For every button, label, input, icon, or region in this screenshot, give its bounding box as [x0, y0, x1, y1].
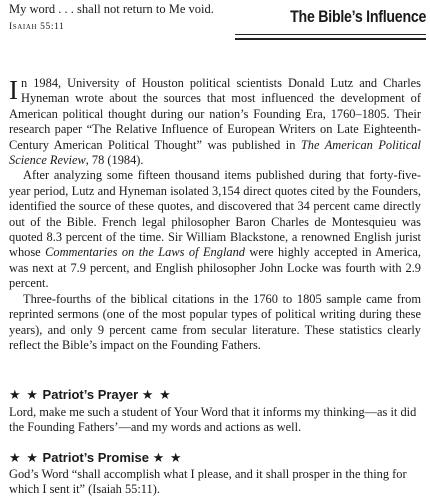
paragraph-1 [9, 76, 421, 168]
dropcap: I [9, 75, 18, 105]
section-title: The Bible’s Influence [290, 8, 426, 26]
journal-title: The American Political Science Review [9, 137, 421, 168]
prayer-heading [9, 387, 172, 403]
prayer-title: Patriot’s Prayer [42, 387, 139, 402]
article-body [9, 76, 421, 353]
paragraph-1-text-b: , 78 (1984). [85, 153, 144, 168]
paragraph-2-text-b: were highly accepted in America, was next at 7.9 percent, and English philosopher John Locke was fourth with 2.9 percent. [9, 245, 422, 291]
epigraph-quote: My word . . . shall not return to Me void. [9, 2, 214, 16]
paragraph-2 [9, 168, 421, 291]
book-title: Commentaries on the Laws of England [45, 245, 245, 260]
paragraph-3: Three-fourths of the biblical citations in the 1760 to 1805 sample came from reprinted sermons (one of the most popular types of political writing during these years), and only 9 percent came from secular literature. These statistics clearly reflect the Bible’s impact on the Founding Fathers. [9, 291, 421, 352]
promise-title: Patriot’s Promise [42, 450, 149, 465]
star-icons: ★ ★ [9, 387, 39, 402]
star-icons: ★ ★ [152, 450, 183, 465]
promise-text: God’s Word “shall accomplish what I please, and it shall prosper in the thing for which I sent it” (Isaiah 55:11). [9, 467, 407, 497]
epigraph-reference: Isaiah 55:11 [9, 22, 65, 32]
title-rule-thin [235, 34, 426, 35]
star-icons: ★ ★ [141, 387, 172, 402]
paragraph-1-text-a: n 1984, University of Houston political scientists Donald Lutz and Charles Hyneman wrote about the sources that most influenced the development of American political thought during our nation’s Founding Era, 1760–1805. Their research paper “The Relative Influence of European Writers on Late Eighteenth-Century American Political Thought” was published in [9, 76, 421, 152]
epigraph [9, 2, 239, 32]
paragraph-2-text-a: After analyzing some fifteen thousand items published during that forty-five-year period, Lutz and Hyneman isolated 3,154 direct quotes cited by the Founders, identified the source of these quotes, and discovered that 34 percent came directly out of the Bible. French legal philosopher Baron Charles de Montesquieu was quoted 8.3 percent of the time. Sir William Blackstone, a renowned English jurist whose [9, 168, 421, 260]
star-icons: ★ ★ [9, 450, 39, 465]
prayer-text: Lord, make me such a student of Your Word that it informs my thinking—as it did the Founding Fathers’—and my words and actions as well. [9, 405, 417, 435]
title-rule-thick [235, 38, 426, 40]
promise-heading [9, 450, 183, 466]
